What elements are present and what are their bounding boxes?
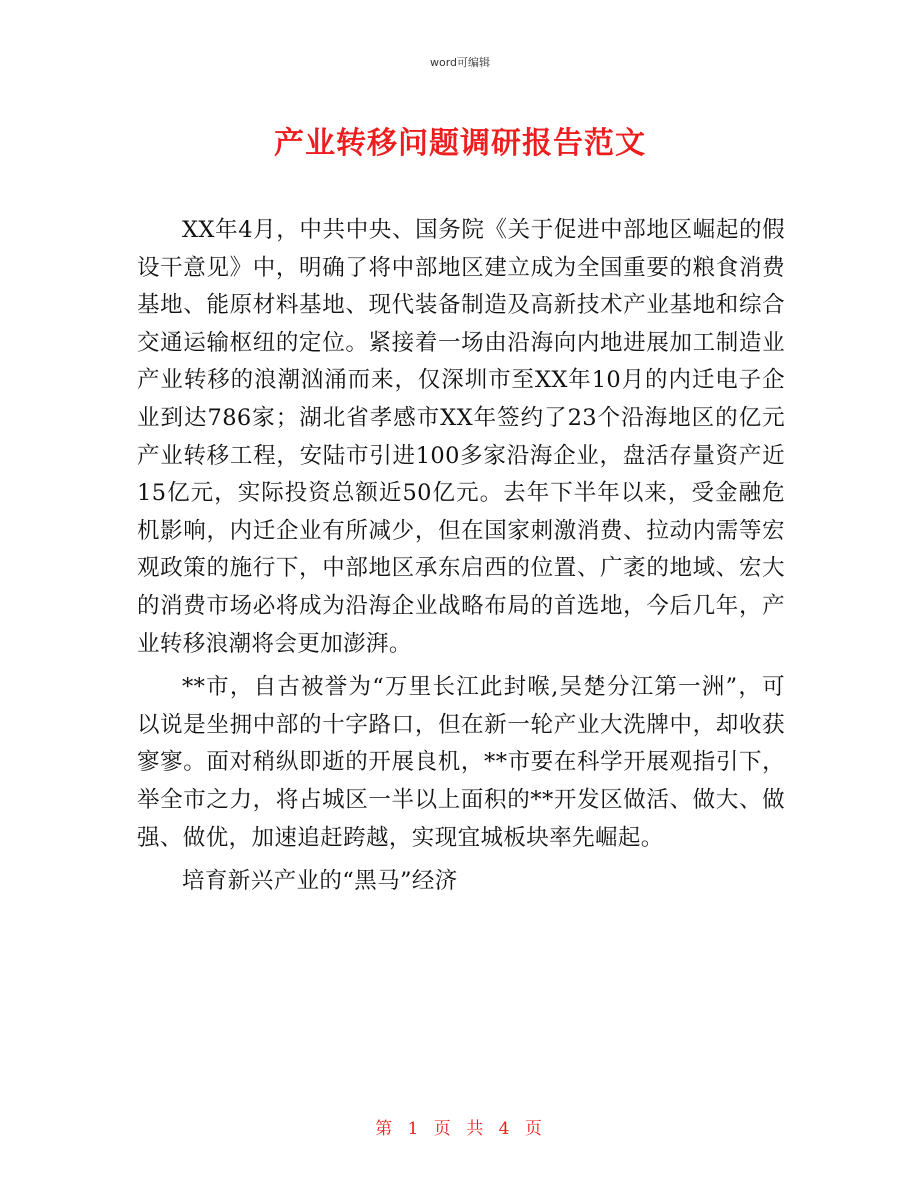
paragraph-1: XX年4月，中共中央、国务院《关于促进中部地区崛起的假设干意见》中，明确了将中部地区建立成为全国重要的粮食消费基地、能原材料基地、现代装备制造及高新技术产业基地和综合交通运输枢纽的定位。紧接着一场由沿海向内地进展加工制造业产业转移的浪潮汹涌而来，仅深圳市至XX年10月的内迁电子企业到达786家；湖北省孝感市XX年签约了23个沿海地区的亿元产业转移工程，安陆市引进100多家沿海企业，盘活存量资产近15亿元，实际投资总额近50亿元。去年下半年以来，受金融危机影响，内迁企业有所减少，但在国家刺激消费、拉动内需等宏观政策的施行下，中部地区承东启西的位置、广袤的地域、宏大的消费市场必将成为沿海企业战略布局的首选地，今后几年，产业转移浪潮将会更加澎湃。 (137, 217, 785, 657)
document-body (137, 212, 785, 907)
paragraph-heading: 培育新兴产业的“黑马”经济 (182, 868, 458, 895)
document-title: 产业转移问题调研报告范文 (274, 126, 646, 161)
header-note: word可编辑 (429, 56, 491, 69)
paragraph-2: **市，自古被誉为“万里长江此封喉,吴楚分江第一洲”，可以说是坐拥中部的十字路口，但在新一轮产业大洗牌中，却收获寥寥。面对稍纵即逝的开展良机，**市要在科学开展观指引下，举全市之力，将占城区一半以上面积的**开发区做活、做大、做强、做优，加速追赶跨越，实现宜城板块率先崛起。 (137, 674, 785, 851)
page-number-footer: 第 1 页 共 4 页 (375, 1119, 545, 1139)
